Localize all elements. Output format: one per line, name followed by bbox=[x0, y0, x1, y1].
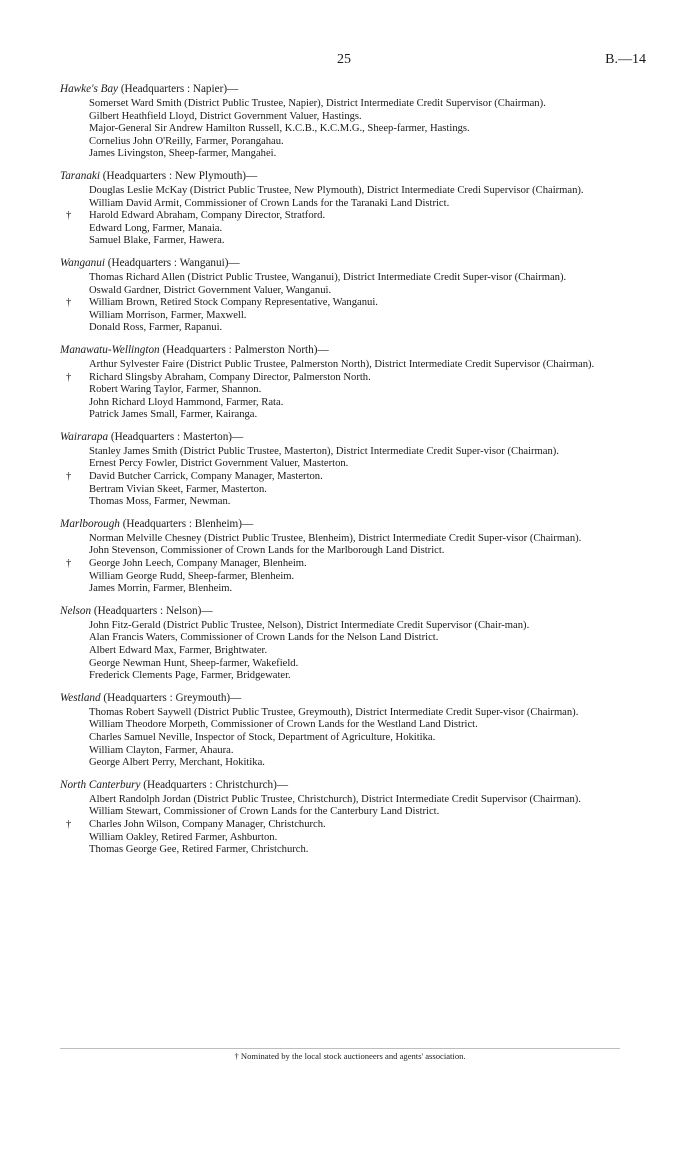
headquarters-label: (Headquarters : New Plymouth)— bbox=[100, 169, 258, 182]
member-text: Frederick Clements Page, Farmer, Bridgewater. bbox=[89, 670, 291, 682]
member-text: Thomas Robert Saywell (District Public Trustee, Greymouth), District Intermediate Credit Super-visor (Chairman). bbox=[89, 706, 579, 718]
committee-member bbox=[60, 806, 660, 819]
committee-member bbox=[60, 583, 660, 596]
member-text: Stanley James Smith (District Public Trustee, Masterton), District Intermediate Credit Super-visor (Chairman). bbox=[89, 445, 559, 457]
member-text: David Butcher Carrick, Company Manager, Masterton. bbox=[89, 471, 323, 483]
committee-member bbox=[60, 185, 660, 198]
page-number: 25 bbox=[337, 52, 351, 67]
district-section bbox=[60, 169, 660, 248]
committee-member bbox=[60, 111, 660, 124]
district-section bbox=[60, 778, 660, 857]
district-name: Wanganui bbox=[60, 256, 105, 269]
committee-member bbox=[60, 732, 660, 745]
member-text: William Brown, Retired Stock Company Representative, Wanganui. bbox=[89, 297, 378, 309]
committee-member bbox=[60, 707, 660, 720]
member-text: Thomas Moss, Farmer, Newman. bbox=[89, 496, 231, 508]
member-text: John Stevenson, Commissioner of Crown Lands for the Marlborough Land District. bbox=[89, 545, 445, 557]
committee-member bbox=[60, 409, 660, 422]
member-text: William Theodore Morpeth, Commissioner of Crown Lands for the Westland Land District. bbox=[89, 719, 478, 731]
member-text: Thomas George Gee, Retired Farmer, Christchurch. bbox=[89, 844, 309, 856]
nominee-dagger-mark: † bbox=[66, 371, 72, 383]
district-name: Westland bbox=[60, 691, 101, 704]
member-text: Edward Long, Farmer, Manaia. bbox=[89, 222, 223, 234]
member-text: William Oakley, Retired Farmer, Ashburton. bbox=[89, 831, 278, 843]
committee-member bbox=[60, 272, 660, 285]
district-heading bbox=[60, 256, 660, 271]
nominee-dagger-mark: † bbox=[66, 471, 72, 483]
district-heading bbox=[60, 604, 660, 619]
committee-member bbox=[60, 670, 660, 683]
committee-member bbox=[60, 310, 660, 323]
member-text: Somerset Ward Smith (District Public Trustee, Napier), District Intermediate Credit Supervisor (Chairman). bbox=[89, 98, 546, 109]
committee-member bbox=[60, 223, 660, 236]
member-text: Alan Francis Waters, Commissioner of Crown Lands for the Nelson Land District. bbox=[89, 632, 439, 644]
member-text: Gilbert Heathfield Lloyd, District Government Valuer, Hastings. bbox=[89, 110, 362, 122]
headquarters-label: (Headquarters : Masterton)— bbox=[108, 430, 244, 443]
committee-member bbox=[60, 136, 660, 149]
committee-member bbox=[60, 844, 660, 857]
committee-member bbox=[60, 458, 660, 471]
member-text: Richard Slingsby Abraham, Company Director, Palmerston North. bbox=[89, 371, 371, 383]
headquarters-label: (Headquarters : Greymouth)— bbox=[100, 691, 242, 704]
member-text: Major-General Sir Andrew Hamilton Russell, K.C.B., K.C.M.G., Sheep-farmer, Hastings. bbox=[89, 123, 470, 135]
district-heading bbox=[60, 82, 660, 97]
member-text: Patrick James Small, Farmer, Kairanga. bbox=[89, 409, 258, 421]
committee-member bbox=[60, 819, 660, 832]
committee-member bbox=[60, 533, 660, 546]
committee-member bbox=[60, 210, 660, 223]
headquarters-label: (Headquarters : Napier)— bbox=[118, 83, 239, 95]
committee-member bbox=[60, 98, 660, 111]
member-text: George Newman Hunt, Sheep-farmer, Wakefield. bbox=[89, 657, 299, 669]
member-text: James Morrin, Farmer, Blenheim. bbox=[89, 583, 233, 595]
member-text: William Stewart, Commissioner of Crown Lands for the Canterbury Land District. bbox=[89, 806, 440, 818]
district-heading bbox=[60, 517, 660, 532]
member-text: Oswald Gardner, District Government Valuer, Wanganui. bbox=[89, 284, 332, 296]
committee-member bbox=[60, 446, 660, 459]
district-heading bbox=[60, 430, 660, 445]
committee-member bbox=[60, 757, 660, 770]
committee-member bbox=[60, 832, 660, 845]
headquarters-label: (Headquarters : Blenheim)— bbox=[119, 517, 254, 530]
member-text: Albert Edward Max, Farmer, Brightwater. bbox=[89, 645, 268, 656]
district-name: Wairarapa bbox=[60, 430, 109, 443]
member-text: Thomas Richard Allen (District Public Trustee, Wanganui), District Intermediate Credit Super-visor (Chairman). bbox=[89, 271, 567, 283]
district-heading bbox=[60, 691, 660, 706]
footnote-rule bbox=[60, 1048, 620, 1049]
member-text: William Morrison, Farmer, Maxwell. bbox=[89, 309, 247, 321]
footnote: † Nominated by the local stock auctioneers and agents' association. bbox=[234, 1051, 466, 1061]
member-text: Charles Samuel Neville, Inspector of Stock, Department of Agriculture, Hokitika. bbox=[89, 731, 436, 743]
committee-member bbox=[60, 484, 660, 497]
committee-member bbox=[60, 496, 660, 509]
district-name: Marlborough bbox=[60, 517, 120, 530]
committee-member bbox=[60, 545, 660, 558]
nominee-dagger-mark: † bbox=[66, 297, 72, 309]
committee-member bbox=[60, 372, 660, 385]
district-name: Manawatu-Wellington bbox=[60, 343, 160, 356]
committee-member bbox=[60, 148, 660, 161]
district-heading bbox=[60, 778, 660, 793]
district-section bbox=[60, 343, 660, 422]
member-text: Albert Randolph Jordan (District Public Trustee, Christchurch), District Intermediate Credit Supervisor (Chairman). bbox=[89, 793, 581, 805]
member-text: Douglas Leslie McKay (District Public Trustee, New Plymouth), District Intermediate Credi Supervisor (Chairman). bbox=[89, 184, 584, 196]
member-text: Samuel Blake, Farmer, Hawera. bbox=[89, 235, 225, 247]
member-text: James Livingston, Sheep-farmer, Mangahei. bbox=[89, 148, 277, 160]
district-committees-list bbox=[60, 82, 660, 865]
member-text: Cornelius John O'Reilly, Farmer, Porangahau. bbox=[89, 135, 284, 147]
district-name: Taranaki bbox=[60, 169, 100, 182]
member-text: Harold Edward Abraham, Company Director, Stratford. bbox=[89, 210, 326, 222]
member-text: John Richard Lloyd Hammond, Farmer, Rata. bbox=[89, 396, 284, 408]
member-text: John Fitz-Gerald (District Public Trustee, Nelson), District Intermediate Credit Supervisor (Chair-man). bbox=[89, 619, 530, 631]
committee-member bbox=[60, 471, 660, 484]
district-name: North Canterbury bbox=[60, 778, 141, 791]
nominee-dagger-mark: † bbox=[66, 818, 72, 830]
committee-member bbox=[60, 719, 660, 732]
committee-member bbox=[60, 645, 660, 658]
member-text: Arthur Sylvester Faire (District Public Trustee, Palmerston North), District Intermediate Credit Supervisor (Chairman). bbox=[89, 358, 595, 370]
committee-member bbox=[60, 297, 660, 310]
committee-member bbox=[60, 235, 660, 248]
committee-member bbox=[60, 359, 660, 372]
member-text: Ernest Percy Fowler, District Government Valuer, Masterton. bbox=[89, 458, 349, 470]
member-text: William David Armit, Commissioner of Crown Lands for the Taranaki Land District. bbox=[89, 197, 450, 209]
committee-member bbox=[60, 384, 660, 397]
headquarters-label: (Headquarters : Wanganui)— bbox=[104, 256, 240, 269]
committee-member bbox=[60, 658, 660, 671]
district-heading bbox=[60, 169, 660, 184]
committee-member bbox=[60, 198, 660, 211]
document-reference: B.—14 bbox=[605, 52, 646, 67]
committee-member bbox=[60, 620, 660, 633]
committee-member bbox=[60, 322, 660, 335]
committee-member bbox=[60, 558, 660, 571]
committee-member bbox=[60, 571, 660, 584]
member-text: William George Rudd, Sheep-farmer, Blenheim. bbox=[89, 570, 295, 582]
nominee-dagger-mark: † bbox=[66, 210, 72, 222]
member-text: Norman Melville Chesney (District Public Trustee, Blenheim), District Intermediate Credit Super-visor (Chairman). bbox=[89, 532, 582, 544]
committee-member bbox=[60, 285, 660, 298]
committee-member bbox=[60, 397, 660, 410]
committee-member bbox=[60, 745, 660, 758]
district-section bbox=[60, 517, 660, 596]
district-section bbox=[60, 604, 660, 683]
district-section bbox=[60, 82, 660, 161]
headquarters-label: (Headquarters : Palmerston North)— bbox=[159, 343, 329, 356]
district-section bbox=[60, 256, 660, 335]
nominee-dagger-mark: † bbox=[66, 558, 72, 570]
committee-member bbox=[60, 123, 660, 136]
member-text: Robert Waring Taylor, Farmer, Shannon. bbox=[89, 384, 262, 396]
district-name: Nelson bbox=[60, 604, 92, 617]
headquarters-label: (Headquarters : Nelson)— bbox=[91, 604, 213, 617]
district-section bbox=[60, 691, 660, 770]
member-text: George Albert Perry, Merchant, Hokitika. bbox=[89, 757, 265, 769]
headquarters-label: (Headquarters : Christchurch)— bbox=[140, 778, 289, 791]
member-text: Bertram Vivian Skeet, Farmer, Masterton. bbox=[89, 483, 267, 495]
member-text: Donald Ross, Farmer, Rapanui. bbox=[89, 322, 223, 334]
committee-member bbox=[60, 794, 660, 807]
member-text: William Clayton, Farmer, Ahaura. bbox=[89, 744, 234, 756]
committee-member bbox=[60, 632, 660, 645]
district-name: Hawke's Bay bbox=[60, 83, 119, 95]
member-text: Charles John Wilson, Company Manager, Christchurch. bbox=[89, 818, 326, 830]
district-heading bbox=[60, 343, 660, 358]
member-text: George John Leech, Company Manager, Blenheim. bbox=[89, 558, 307, 570]
district-section bbox=[60, 430, 660, 509]
